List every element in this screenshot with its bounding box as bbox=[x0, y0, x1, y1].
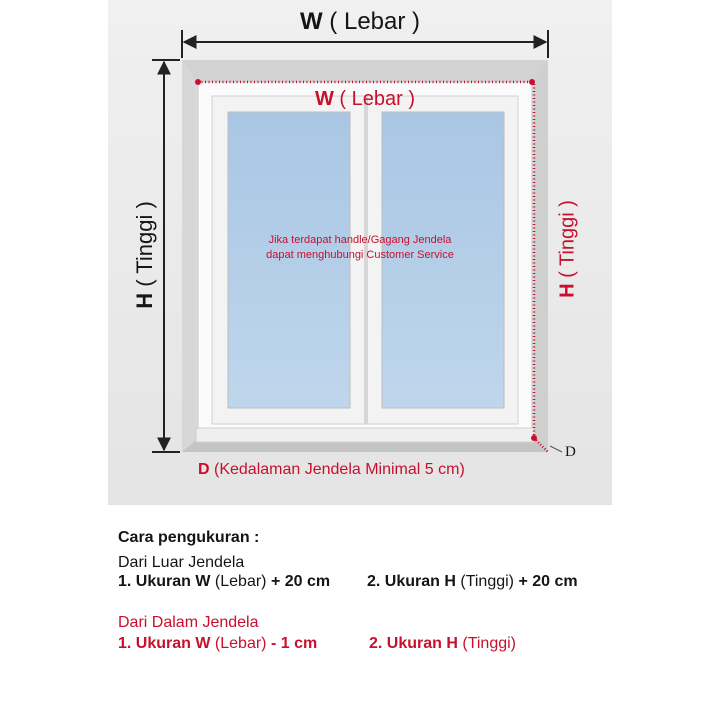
inside-item-2-prefix: 2. Ukuran H bbox=[369, 635, 458, 652]
depth-marker-label: D bbox=[565, 444, 576, 460]
outside-item-1-prefix: 1. Ukuran W bbox=[118, 573, 211, 590]
outside-item-2 bbox=[367, 573, 578, 591]
inner-width-text: ( Lebar ) bbox=[333, 88, 416, 110]
inside-item-1-suffix: - 1 cm bbox=[266, 635, 318, 652]
outside-item-1 bbox=[118, 573, 330, 591]
outside-item-1-suffix: + 20 cm bbox=[266, 573, 331, 590]
inner-width-letter: W bbox=[314, 88, 334, 110]
outer-height-label bbox=[132, 201, 158, 309]
depth-caption-text: (Kedalaman Jendela Minimal 5 cm) bbox=[209, 461, 465, 478]
depth-caption-letter: D bbox=[198, 461, 210, 478]
outer-width-text: ( Lebar ) bbox=[322, 8, 421, 35]
inner-height-letter: H bbox=[556, 283, 579, 298]
outside-item-2-suffix: + 20 cm bbox=[514, 573, 578, 590]
depth-caption bbox=[198, 461, 465, 479]
outside-item-2-paren: (Tinggi) bbox=[455, 573, 515, 590]
inner-height-text: ( Tinggi ) bbox=[556, 200, 579, 284]
inside-item-2 bbox=[369, 635, 516, 653]
inside-item-1 bbox=[118, 635, 317, 653]
handle-note-line-1: Jika terdapat handle/Gagang Jendela bbox=[268, 234, 452, 246]
outer-width-label bbox=[0, 8, 720, 36]
outer-height-text: ( Tinggi ) bbox=[132, 201, 157, 293]
inside-item-2-paren: (Tinggi) bbox=[457, 635, 517, 652]
instructions-heading: Cara pengukuran : bbox=[118, 529, 260, 546]
outside-item-2-prefix: 2. Ukuran H bbox=[367, 573, 456, 590]
outer-width-letter: W bbox=[299, 8, 323, 35]
outside-section-title: Dari Luar Jendela bbox=[118, 554, 245, 571]
outer-height-letter: H bbox=[132, 292, 157, 309]
handle-note-line-2: dapat menghubungi Customer Service bbox=[266, 249, 454, 261]
inner-height-label bbox=[557, 200, 580, 298]
inside-item-1-prefix: 1. Ukuran W bbox=[118, 635, 211, 652]
inner-width-label bbox=[230, 88, 500, 111]
inside-section-title: Dari Dalam Jendela bbox=[118, 614, 259, 631]
outside-item-1-paren: (Lebar) bbox=[210, 573, 267, 590]
inside-item-1-paren: (Lebar) bbox=[210, 635, 267, 652]
